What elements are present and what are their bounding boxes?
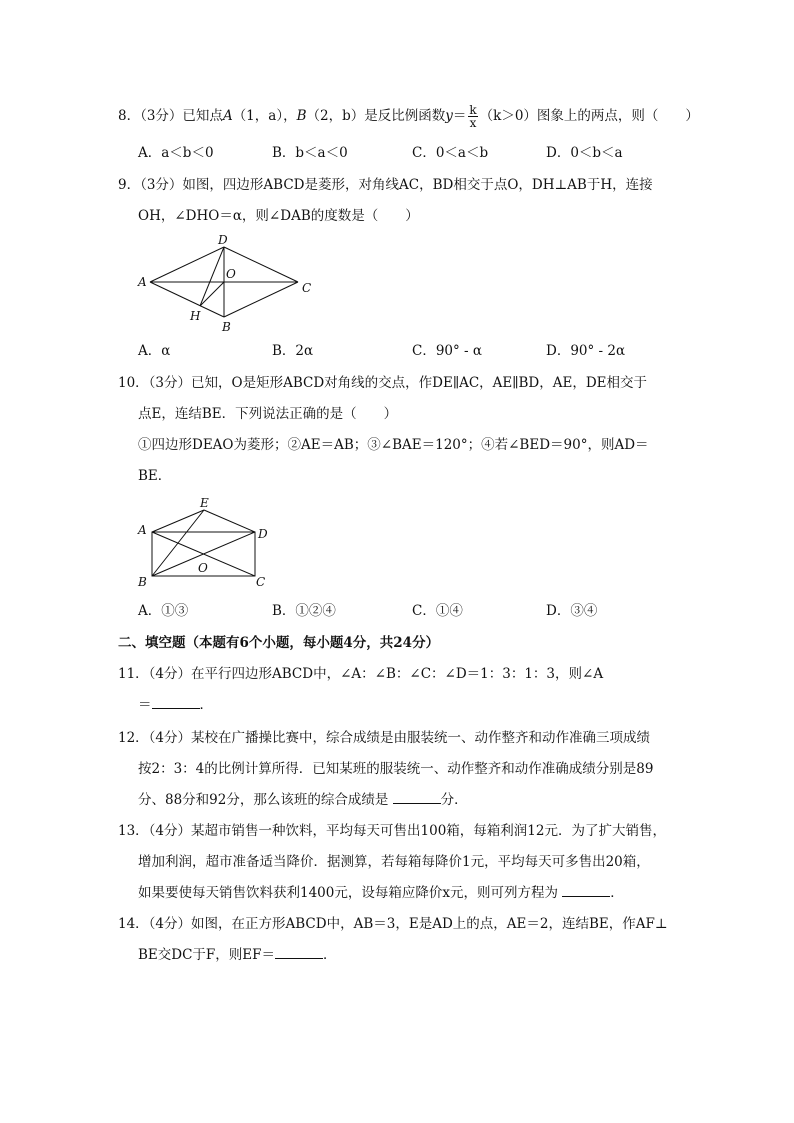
q8-option-a: A．a＜b＜0 (138, 145, 214, 161)
q10-stem-line1: 10．（3分）已知，O是矩形ABCD对角线的交点，作DE∥AC，AE∥BD，AE，DE相交于 (118, 375, 648, 391)
q12-stem-text: 分、88分和92分，那么该班的综合成绩是 (138, 792, 389, 808)
q13-answer-blank[interactable] (562, 883, 610, 897)
q8-option-c: C．0＜a＜b (412, 145, 489, 161)
q9-option-c: C．90° - α (412, 343, 483, 359)
q8-fraction-denominator: x (469, 116, 477, 130)
q9-edge-ad (150, 247, 224, 282)
q13-stem-line1: 13．（4分）某超市销售一种饮料，平均每天可售出100箱，每箱利润12元．为了扩大销售， (118, 823, 666, 839)
q14-stem-line2 (138, 945, 337, 965)
q8-function-y: y (445, 108, 453, 124)
q8-point-b: B (296, 108, 307, 124)
q9-rhombus-figure (134, 232, 324, 334)
q12-unit: 分． (440, 792, 468, 808)
q9-segment-oh (200, 282, 224, 306)
q10-option-a: A．①③ (138, 603, 189, 619)
q8-stem (118, 104, 699, 129)
q11-stem-line2 (138, 695, 213, 715)
q8-point-a-coord: （1，a）， (232, 108, 297, 124)
q9-stem-line2: OH，∠DHO＝α，则∠DAB的度数是（ ） (138, 208, 419, 224)
q10-stem-line3: ①四边形DEAO为菱形；②AE＝AB；③∠BAE＝120°；④若∠BED＝90°，则AD＝ (138, 437, 649, 453)
q10-stem-line4: BE． (138, 468, 172, 484)
q9-stem-line1: 9．（3分）如图，四边形ABCD是菱形，对角线AC，BD相交于点O，DH⊥AB于H，连接 (118, 177, 653, 193)
q13-stem-line3 (138, 883, 624, 903)
q8-option-b: B．b＜a＜0 (272, 145, 348, 161)
q8-point-b-coord: （2，b）是反比例函数 (306, 108, 446, 124)
q10-label-e: E (200, 496, 209, 510)
q8-stem-text: 8．（3分）已知点 (118, 108, 223, 124)
q10-option-d: D．③④ (546, 603, 598, 619)
q9-option-d: D．90° - 2α (546, 343, 626, 359)
q8-fraction (468, 104, 477, 129)
q11-equals: ＝ (138, 697, 152, 713)
q10-label-d: D (258, 527, 268, 541)
q10-label-c: C (256, 575, 266, 589)
q10-option-c: C．①④ (412, 603, 463, 619)
q9-segment-dh (200, 247, 224, 306)
q10-option-b: B．①②④ (272, 603, 336, 619)
q10-segment-be (152, 510, 204, 576)
q10-label-o: O (198, 561, 208, 575)
q8-option-d: D．0＜b＜a (546, 145, 623, 161)
q9-option-a: A．α (138, 343, 171, 359)
q14-period: ． (323, 947, 337, 963)
q12-stem-line1: 12．（4分）某校在广播操比赛中，综合成绩是由服装统一、动作整齐和动作准确三项成绩 (118, 730, 651, 746)
q9-edge-cb (224, 282, 298, 317)
q10-segment-ae (152, 510, 204, 532)
q8-equals: ＝ (452, 108, 467, 124)
section-title-fill-in: 二、填空题（本题有6个小题，每小题4分，共24分） (118, 635, 440, 651)
q9-option-b: B．2α (272, 343, 314, 359)
q10-segment-de (204, 510, 255, 532)
q10-label-b: B (138, 575, 147, 589)
q9-edge-ba (150, 282, 224, 317)
q10-stem-line2: 点E，连结BE．下列说法正确的是（ ） (138, 406, 398, 422)
q11-stem-line1: 11．（4分）在平行四边形ABCD中，∠A：∠B：∠C：∠D＝1：3：1：3，则∠A (118, 666, 604, 682)
q9-label-h: H (190, 309, 201, 323)
q12-answer-blank[interactable] (393, 790, 441, 804)
q8-point-a: A (222, 108, 233, 124)
q12-stem-line2: 按2：3：4的比例计算所得．已知某班的服装统一、动作整齐和动作准确成绩分别是89 (138, 761, 654, 777)
q9-label-d: D (218, 233, 228, 247)
q8-condition: （k＞0）图象上的两点，则（ ） (479, 108, 699, 124)
q14-stem-line1: 14．（4分）如图，在正方形ABCD中，AB＝3，E是AD上的点，AE＝2，连结BE，作AF⊥ (118, 916, 668, 932)
q13-stem-line2: 增加利润，超市准备适当降价．据测算，若每箱每降价1元，平均每天可多售出20箱， (138, 854, 650, 870)
q10-label-a: A (138, 523, 147, 537)
q13-period: ． (610, 885, 624, 901)
q11-answer-blank[interactable] (152, 695, 200, 709)
q12-stem-line3 (138, 790, 468, 810)
q9-label-b: B (222, 320, 231, 334)
q13-stem-text: 如果要使每天销售饮料获利1400元，设每箱应降价x元，则可列方程为 (138, 885, 558, 901)
q8-fraction-numerator: k (469, 103, 477, 117)
q14-stem-text: BE交DC于F，则EF＝ (138, 947, 276, 963)
q14-answer-blank[interactable] (275, 945, 323, 959)
q9-label-o: O (226, 267, 236, 281)
q9-label-a: A (138, 275, 147, 289)
q9-label-c: C (302, 281, 312, 295)
q10-rectangle-figure (134, 494, 274, 590)
q11-period: ． (199, 697, 213, 713)
